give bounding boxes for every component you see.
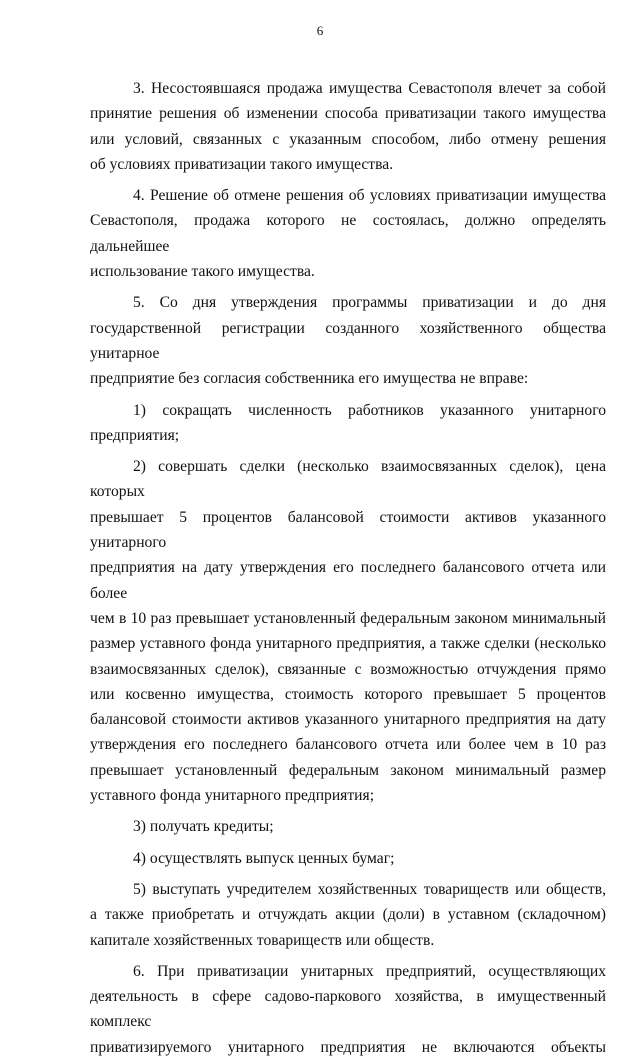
text-line: 3. Несостоявшаяся продажа имущества Севастополя влечет за собой	[133, 80, 606, 97]
paragraph-5	[90, 290, 606, 391]
text-line: использование такого имущества.	[90, 263, 315, 281]
paragraph-3	[90, 76, 606, 177]
text-line: превышает установленный федеральным законом минимальный размер	[90, 761, 606, 779]
text-line: взаимосвязанных сделок), связанные с возможностью отчуждения прямо	[90, 660, 606, 678]
text-line: об условиях приватизации такого имущества.	[90, 155, 394, 173]
list-item-1	[90, 398, 606, 449]
list-item-4	[90, 846, 606, 871]
text-line: 5) выступать учредителем хозяйственных товариществ или обществ,	[133, 880, 606, 898]
page-number: 6	[316, 23, 324, 38]
paragraph-6	[90, 959, 606, 1060]
document-body	[90, 76, 606, 1060]
text-line: а также приобретать и отчуждать акции (доли) в уставном (складочном)	[90, 906, 606, 924]
text-line: 3) получать кредиты;	[133, 818, 274, 836]
text-line: или условий, связанных с указанным способом, либо отмену решения	[90, 130, 606, 148]
text-line: деятельность в сфере садово-паркового хозяйства, в имущественный комплекс	[90, 988, 606, 1031]
text-line: государственной регистрации созданного хозяйственного общества унитарное	[90, 319, 606, 362]
list-item-2	[90, 454, 606, 808]
text-line: предприятия;	[90, 426, 180, 444]
text-line: 4) осуществлять выпуск ценных бумаг;	[133, 849, 395, 867]
text-line: 4. Решение об отмене решения об условиях приватизации имущества	[133, 187, 606, 205]
text-line: чем в 10 раз превышает установленный федеральным законом минимальный	[90, 609, 606, 627]
text-line: уставного фонда унитарного предприятия;	[90, 787, 375, 805]
text-line: приватизируемого унитарного предприятия не включаются объекты	[90, 1038, 606, 1056]
text-line: капитале хозяйственных товариществ или обществ.	[90, 931, 435, 949]
text-line: предприятие без согласия собственника его имущества не вправе:	[90, 370, 529, 388]
text-line: 5. Со дня утверждения программы приватизации и до дня	[133, 294, 606, 312]
text-line: размер уставного фонда унитарного предприятия, а также сделки (несколько	[90, 635, 606, 653]
text-line: или косвенно имущества, стоимость которого превышает 5 процентов	[90, 685, 606, 703]
list-item-3	[90, 814, 606, 839]
text-line: превышает 5 процентов балансовой стоимости активов указанного унитарного	[90, 508, 606, 552]
list-item-5	[90, 877, 606, 953]
text-line: балансовой стоимости активов указанного унитарного предприятия на дату	[90, 711, 606, 729]
text-line: принятие решения об изменении способа приватизации такого имущества	[90, 105, 606, 123]
paragraph-4	[90, 183, 606, 284]
text-line: 2) совершать сделки (несколько взаимосвязанных сделок), цена которых	[90, 458, 606, 501]
text-line: Севастополя, продажа которого не состоялась, должно определять дальнейшее	[90, 212, 606, 255]
text-line: 6. При приватизации унитарных предприятий, осуществляющих	[133, 962, 606, 980]
text-line: утверждения его последнего балансового отчета или более чем в 10 раз	[90, 736, 606, 754]
text-line: предприятия на дату утверждения его последнего балансового отчета или более	[90, 559, 606, 602]
text-line: 1) сокращать численность работников указанного унитарного	[133, 401, 606, 419]
